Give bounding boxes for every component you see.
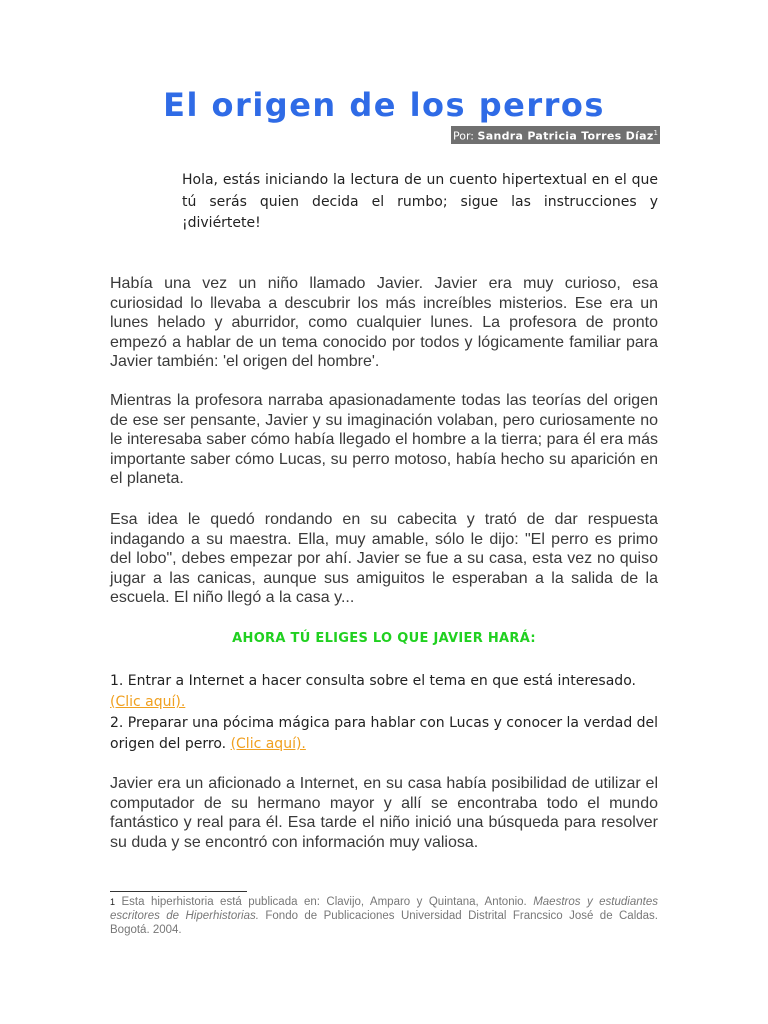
footnote-text-before: Esta hiperhistoria está publicada en: Clavijo, Amparo y Quintana, Antonio. — [121, 896, 534, 908]
intro-paragraph: Hola, estás iniciando la lectura de un cuento hipertextual en el que tú serás quien decida el rumbo; sigue las instrucciones y ¡diviértete! — [182, 172, 658, 231]
footnote-divider — [110, 891, 247, 892]
story-paragraph-4: Javier era un aficionado a Internet, en su casa había posibilidad de utilizar el computador de su hermano mayor y allí se encontraba todo el mundo fantástico y real para él. Esa tarde el niño inició una búsqueda para resolver su duda y se encontró con información muy valiosa. — [110, 775, 658, 851]
story-paragraph-1: Había una vez un niño llamado Javier. Javier era muy curioso, esa curiosidad lo llevaba a descubrir los más increíbles misterios. Ese era un lunes helado y aburridor, como cualquier lunes. La profesora de pronto empezó a hablar de un tema conocido por todos y lógicamente familiar para Javier también: 'el origen del hombre'. — [110, 275, 658, 371]
page-title: El origen de los perros — [163, 86, 605, 124]
author-name: Sandra Patricia Torres Díaz — [477, 129, 654, 143]
footnote-mark: 1 — [110, 897, 116, 907]
footnote-book-title: Maestros y estudiantes escritores de Hiperhistorias. — [110, 896, 658, 922]
story-paragraph-3: Esa idea le quedó rondando en su cabecita y trató de dar respuesta indagando a su maestra. Ella, muy amable, sólo le dijo: "El perro es primo del lobo", debes empezar por ahí. Javier se fue a su casa, esta vez no quiso jugar a las canicas, aunque sus amiguitos le esperaban a la salida de la escuela. El niño llegó a la casa y... — [110, 511, 658, 607]
choice-option-2 — [110, 713, 670, 755]
choice-option-1-text: 1. Entrar a Internet a hacer consulta sobre el tema en que está interesado. — [110, 673, 636, 689]
story-paragraph-2: Mientras la profesora narraba apasionadamente todas las teorías del origen de ese ser pensante, Javier y su imaginación volaban, pero curiosamente no le interesaba saber cómo había llegado el hombre a la tierra; para él era más importante saber cómo Lucas, su perro motoso, había hecho su aparición en el planeta. — [110, 392, 658, 488]
choice-option-2-text: 2. Preparar una pócima mágica para hablar con Lucas y conocer la verdad del origen del perro. — [110, 715, 659, 752]
footnote-text-after: Fondo de Publicaciones Universidad Distrital Francsico José de Caldas. Bogotá. 2004. — [110, 910, 658, 936]
footnote-ref: 1 — [653, 129, 658, 137]
byline-prefix: Por: — [452, 129, 474, 143]
choice-list — [110, 671, 670, 755]
author-byline — [451, 126, 660, 144]
choice-heading: AHORA TÚ ELIGES LO QUE JAVIER HARÁ: — [232, 631, 536, 646]
footnote — [110, 895, 658, 937]
choice-option-1 — [110, 671, 670, 713]
choice-option-2-link[interactable]: (Clic aquí). — [230, 736, 306, 752]
choice-option-1-link[interactable]: (Clic aquí). — [110, 694, 186, 710]
